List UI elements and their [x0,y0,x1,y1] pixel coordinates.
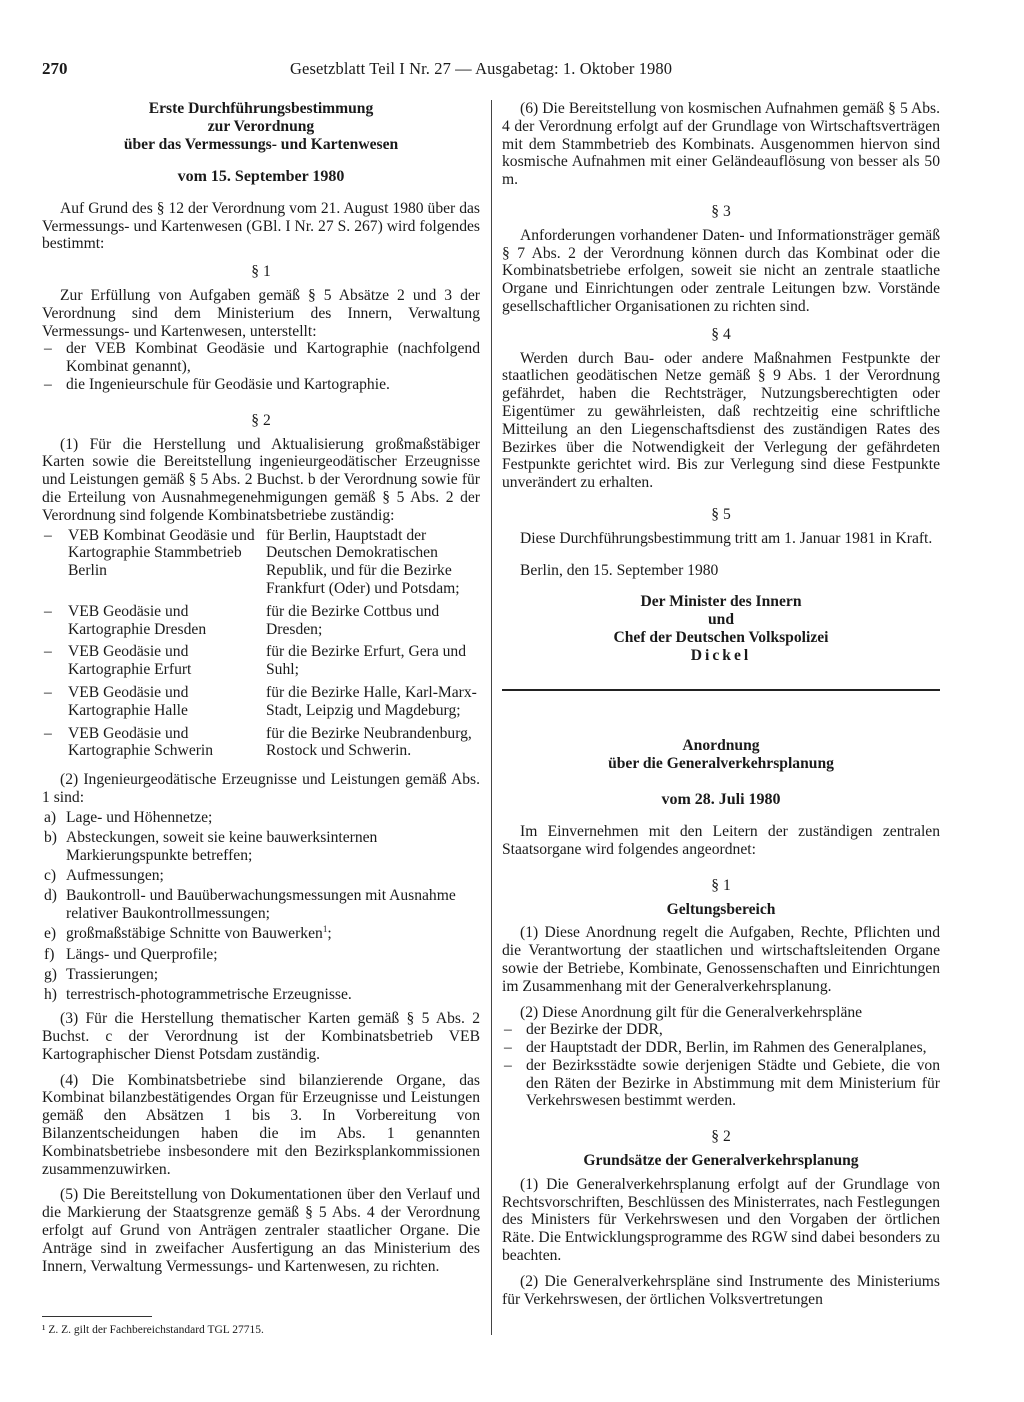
table-row: – VEB Geodäsie und Kartographie Dresden für die Bezirke Cottbus und Dresden; [42,603,480,644]
table-cell-org: VEB Geodäsie und Kartographie Dresden [68,602,207,638]
table-cell-org: VEB Geodäsie und Kartographie Halle [68,683,189,719]
section-label: § 5 [711,505,731,523]
title-line: über die Generalverkehrsplanung [608,755,834,773]
list-item: h) terrestrisch-photogrammetrische Erzeugnisse. [44,986,352,1004]
title-line: zur Verordnung [207,118,315,135]
list-item: – der Bezirksstädte sowie derjenigen Städte und Gebiete, die von den Räten der Bezirke in Abstimmung mit dem Ministerium für Verkehrswesen bestimmt werden. [502,1057,940,1110]
section-text: Anforderungen vorhandener Daten- und Informationsträger gemäß § 7 Abs. 2 der Verordnung können durch das Kombinat oder die Kombinatsbetriebe erfolgen, soweit sie nicht an zentrale staatliche Organe und Einrichtungen oder zentrale Leitungen bzw. Vorstände gesellschaftlicher Organisationen zu richten sind. [502,226,940,315]
regulation-date: vom 15. September 1980 [177,168,345,185]
list-item: b) Absteckungen, soweit sie keine bauwerksinternen Markierungspunkte betreffen; [44,829,378,864]
regulation-title [42,100,480,154]
enumerated-list [42,809,480,1004]
table-cell-org: VEB Geodäsie und Kartographie Schwerin [68,724,214,760]
section-label: § 2 [251,411,271,429]
section-label: § 1 [251,263,271,281]
section-text: Werden durch Bau- oder andere Maßnahmen Festpunkte der staatlichen geodätischen Netze gemäß § 9 Abs. 1 der Verordnung gefährdet, haben die Rechtsträger, Nutzungsberechtigten oder Eigentümer zu gewährleisten, daß rechtzeitig eine schriftliche Mitteilung an den Liegenschaftsdienst des zuständigen Rates des Bezirkes über die Notwendigkeit der Verlegung der gefährdeten Festpunkte gerichtet wird. Bis zur Verlegung sind diese Festpunkte unverändert zu erhalten. [502,349,940,492]
section-paragraph: (5) Die Bereitstellung von Dokumentationen über den Verlauf und die Markierung der Staatsgrenze gemäß § 5 Abs. 4 der Verordnung erfolgt auf Grund von Anträgen zentraler staatlicher Organe. Die Anträge sind in zweifacher Ausfertigung an das Ministerium des Innern, Verwaltung Vermessungs- und Kartenwesen, zu richten. [42,1186,480,1275]
section-paragraph: (1) Die Generalverkehrsplanung erfolgt auf der Grundlage von Rechtsvorschriften, Beschlüssen des Ministerrates, nach Festlegungen des Ministers für Verkehrswesen und den Vorgaben der örtlichen Räte. Die Entwicklungsprogramme des RGW sind dabei besonders zu beachten. [502,1175,940,1265]
table-row: – VEB Geodäsie und Kartographie Halle für die Bezirke Halle, Karl-Marx-Stadt, Leipzig und Magdeburg; [42,684,480,725]
signature-line: und [707,611,735,629]
list-item: e) großmaßstäbige Schnitte von Bauwerken$^1$; [44,924,332,943]
section-divider [502,689,940,691]
list-item: – der Bezirke der DDR, [502,1021,940,1039]
right-column [502,100,940,1308]
responsibility-table [42,527,480,766]
section-paragraph: (1) Für die Herstellung und Aktualisierung großmaßstäbiger Karten sowie die Bereitstellung ingenieurgeodätischer Erzeugnisse und Leistungen gemäß § 5 Abs. 2 Buchst. b der Verordnung sowie für die Erteilung von Ausnahmegenehmigungen gemäß § 5 Abs. 2 der Verordnung sind folgende Kombinatsbetriebe zuständig: [42,435,480,524]
signature-line: Der Minister des Innern [640,593,802,611]
footnote-reference: 1 [322,924,328,935]
title-line: Erste Durchführungsbestimmung [148,100,374,117]
footnote: ¹ Z. Z. gilt der Fachbereichstandard TGL 27715. [42,1324,264,1336]
signature-line: Chef der Deutschen Volkspolizei [613,629,829,647]
signature-block [502,593,940,665]
section-label: § 3 [711,202,731,220]
table-row: – VEB Kombinat Geodäsie und Kartographie Stammbetrieb Berlin für Berlin, Hauptstadt der Deutschen Demokratischen Republik, und für die Bezirke Frankfurt (Oder) und Potsdam; [42,527,480,603]
section-heading: Geltungsbereich [666,900,776,918]
left-column [42,100,480,1275]
section-paragraph: (4) Die Kombinatsbetriebe sind bilanzierende Organe, das Kombinat bilanzbestätigendes Organ für Erzeugnisse und Leistungen gemäß den Absätzen 1 bis 3. In Vorbereitung von Bilanzentscheidungen haben die im Abs. 1 genannten Kombinatsbetriebe insbesondere mit den Bezirksplankommissionen zusammenzuwirken. [42,1071,480,1178]
table-cell-org: VEB Geodäsie und Kartographie Erfurt [68,643,192,679]
list-item: – der VEB Kombinat Geodäsie und Kartographie (nachfolgend Kombinat genannt), [42,340,480,376]
intro-paragraph: Im Einvernehmen mit den Leitern der zuständigen zentralen Staatsorgane wird folgendes angeordnet: [502,823,940,858]
list-item: a) Lage- und Höhennetze; [44,808,213,826]
section-paragraph: (2) Die Generalverkehrspläne sind Instrumente des Ministeriums für Verkehrswesen, der örtlichen Volksvertretungen [502,1272,940,1308]
section-paragraph: (2) Diese Anordnung gilt für die Generalverkehrspläne [520,1003,863,1021]
table-cell-area: für die Bezirke Halle, Karl-Marx-Stadt, Leipzig und Magdeburg; [266,683,477,719]
title-line: über das Vermessungs- und Kartenwesen [123,136,399,153]
table-cell-org: VEB Kombinat Geodäsie und Kartographie Stammbetrieb Berlin [68,526,255,580]
section-paragraph: (6) Die Bereitstellung von kosmischen Aufnahmen gemäß § 5 Abs. 4 der Verordnung erfolgt auf der Grundlage von Wirtschaftsverträgen mit dem Stammbetrieb des Kombinats. Ausgenommen hiervon sind kosmische Aufnahmen mit einer Geländeauflösung von besser als 50 m. [502,100,940,189]
signatory-name: Dickel [690,647,752,665]
title-line: Anordnung [682,737,760,755]
section-paragraph: (2) Ingenieurgeodätische Erzeugnisse und Leistungen gemäß Abs. 1 sind: [42,771,480,806]
section-paragraph: (3) Für die Herstellung thematischer Karten gemäß § 5 Abs. 2 Buchst. c der Verordnung ist der Kombinatsbetrieb VEB Kartographischer Dienst Potsdam zuständig. [42,1010,480,1063]
footnote-divider [42,1316,152,1317]
list-item: d) Baukontroll- und Bauüberwachungsmessungen mit Ausnahme relativer Baukontrollmessungen; [44,887,456,923]
table-cell-area: für die Bezirke Erfurt, Gera und Suhl; [266,643,467,679]
section-heading: Grundsätze der Generalverkehrsplanung [583,1152,859,1170]
table-row: – VEB Geodäsie und Kartographie Erfurt für die Bezirke Erfurt, Gera und Suhl; [42,643,480,684]
section-paragraph: (1) Diese Anordnung regelt die Aufgaben, Rechte, Pflichten und die Verantwortung der staatlichen und wirtschaftsleitenden Organe sowie der Betriebe, Kombinate, Genossenschaften und Einrichtungen im Zusammenhang mit der Generalverkehrsplanung. [502,924,940,995]
order-title [502,737,940,773]
list-item: – der Hauptstadt der DDR, Berlin, im Rahmen des Generalplanes, [502,1039,940,1057]
list-item: f) Längs- und Querprofile; [44,945,218,963]
list-item: c) Aufmessungen; [44,867,164,885]
list-item: g) Trassierungen; [44,966,159,984]
table-cell-area: für die Bezirke Neubrandenburg, Rostock und Schwerin. [266,724,472,760]
order-date: vom 28. Juli 1980 [661,791,781,809]
intro-paragraph: Auf Grund des § 12 der Verordnung vom 21. August 1980 über das Vermessungs- und Kartenwesen (GBl. I Nr. 27 S. 267) wird folgendes bestimmt: [42,199,480,253]
table-cell-area: für die Bezirke Cottbus und Dresden; [266,602,440,638]
section-label: § 1 [711,876,731,894]
section-label: § 4 [711,325,731,343]
section-text: Zur Erfüllung von Aufgaben gemäß § 5 Absätze 2 und 3 der Verordnung sind dem Ministerium des Innern, Verwaltung Vermessungs- und Kartenwesen, unterstellt: [42,286,480,340]
place-date: Berlin, den 15. September 1980 [520,561,719,579]
dash-list [42,340,480,393]
table-cell-area: für Berlin, Hauptstadt der Deutschen Demokratischen Republik, und für die Bezirke Frankfurt (Oder) und Potsdam; [266,526,460,597]
page-number: 270 [42,59,68,78]
list-item: – die Ingenieurschule für Geodäsie und Kartographie. [42,376,480,394]
section-text: Diese Durchführungsbestimmung tritt am 1. Januar 1981 in Kraft. [520,529,933,547]
dash-list [502,1021,940,1110]
column-divider [491,100,492,1335]
table-row: – VEB Geodäsie und Kartographie Schwerin für die Bezirke Neubrandenburg, Rostock und Schwerin. [42,725,480,766]
running-head: Gesetzblatt Teil I Nr. 27 — Ausgabetag: 1. Oktober 1980 [290,59,673,78]
section-label: § 2 [711,1128,731,1146]
